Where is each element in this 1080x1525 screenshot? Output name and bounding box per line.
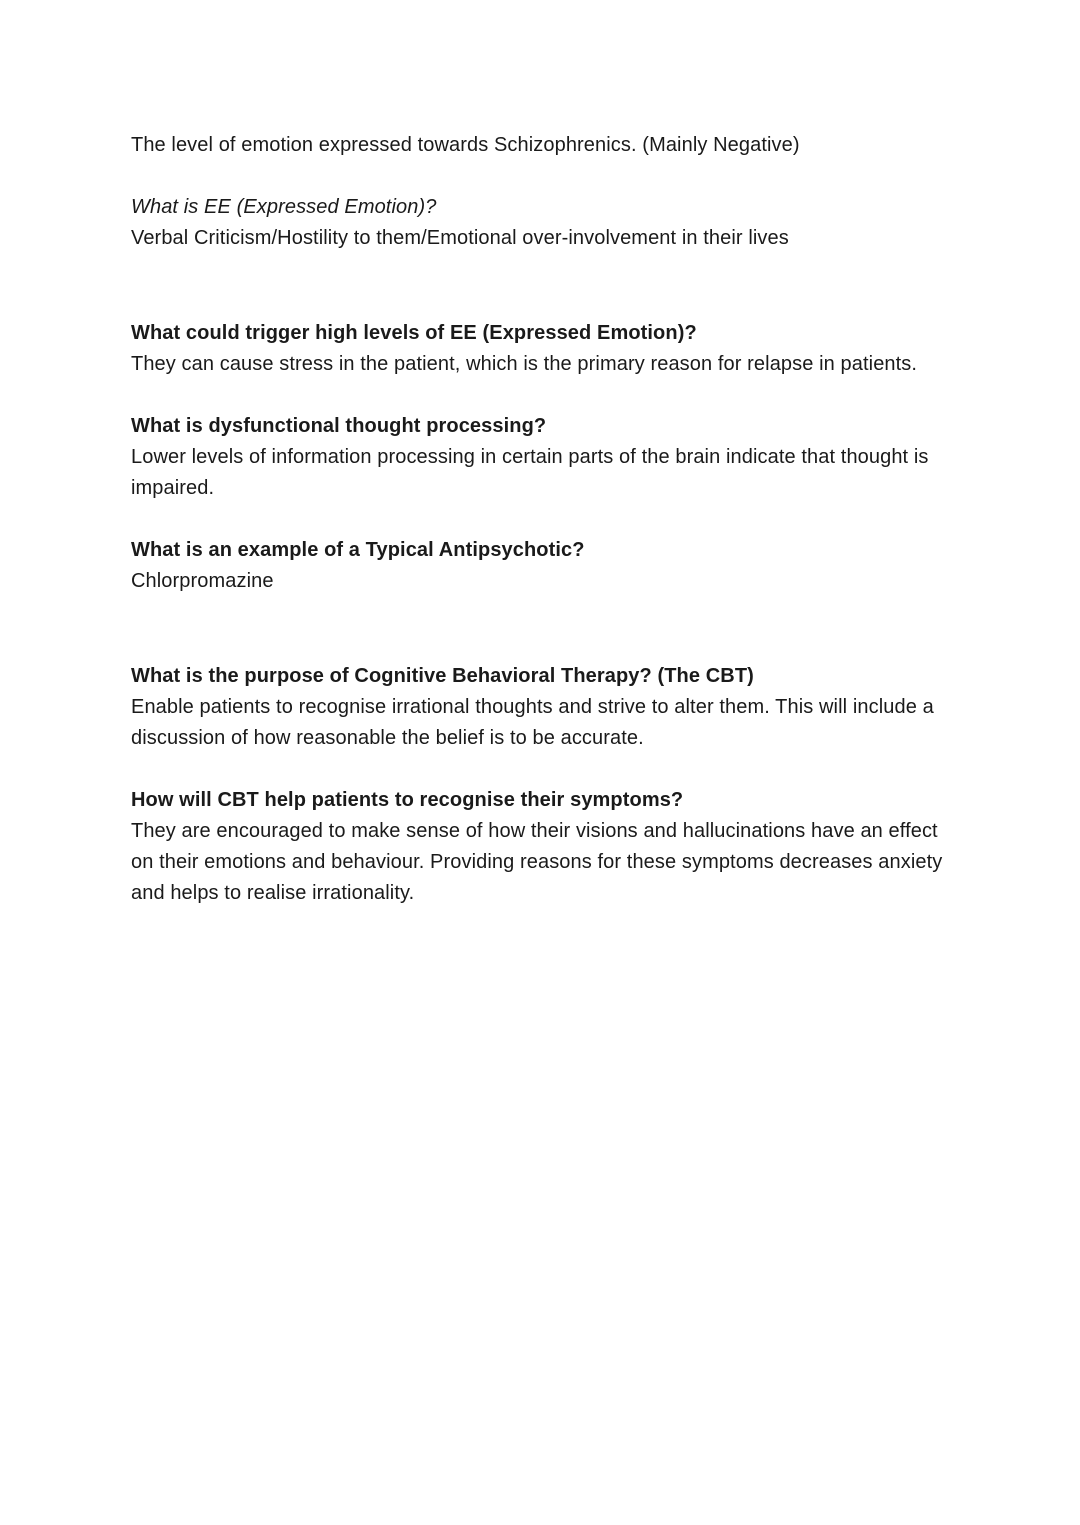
- qa-block-cbt-recognise-symptoms: [131, 785, 953, 909]
- intro-text: The level of emotion expressed towards Schizophrenics. (Mainly Negative): [131, 134, 800, 156]
- question-what-is-ee: What is EE (Expressed Emotion)?: [131, 196, 437, 218]
- qa-block-cbt-purpose: [131, 661, 953, 754]
- question-dysfunctional-thought: What is dysfunctional thought processing?: [131, 415, 547, 437]
- question-cbt-purpose: What is the purpose of Cognitive Behavioral Therapy? (The CBT): [131, 665, 754, 687]
- question-trigger-high-ee: What could trigger high levels of EE (Expressed Emotion)?: [131, 322, 697, 344]
- answer-cbt-purpose: Enable patients to recognise irrational thoughts and strive to alter them. This will include a discussion of how reasonable the belief is to be accurate.: [131, 696, 934, 749]
- answer-typical-antipsychotic: Chlorpromazine: [131, 570, 274, 592]
- question-typical-antipsychotic: What is an example of a Typical Antipsychotic?: [131, 539, 585, 561]
- qa-block-expressed-emotion: [131, 192, 953, 254]
- qa-block-dysfunctional-thought: [131, 411, 953, 504]
- question-cbt-recognise-symptoms: How will CBT help patients to recognise their symptoms?: [131, 789, 684, 811]
- answer-cbt-recognise-symptoms: They are encouraged to make sense of how their visions and hallucinations have an effect on their emotions and behaviour. Providing reasons for these symptoms decreases anxiety and helps to realise irrationality.: [131, 820, 943, 904]
- answer-dysfunctional-thought: Lower levels of information processing in certain parts of the brain indicate that thought is impaired.: [131, 446, 929, 499]
- answer-trigger-high-ee: They can cause stress in the patient, which is the primary reason for relapse in patients.: [131, 353, 918, 375]
- qa-block-trigger-high-ee: [131, 318, 953, 380]
- answer-what-is-ee: Verbal Criticism/Hostility to them/Emotional over-involvement in their lives: [131, 227, 789, 249]
- document-content: [131, 130, 953, 909]
- qa-block-typical-antipsychotic: [131, 535, 953, 597]
